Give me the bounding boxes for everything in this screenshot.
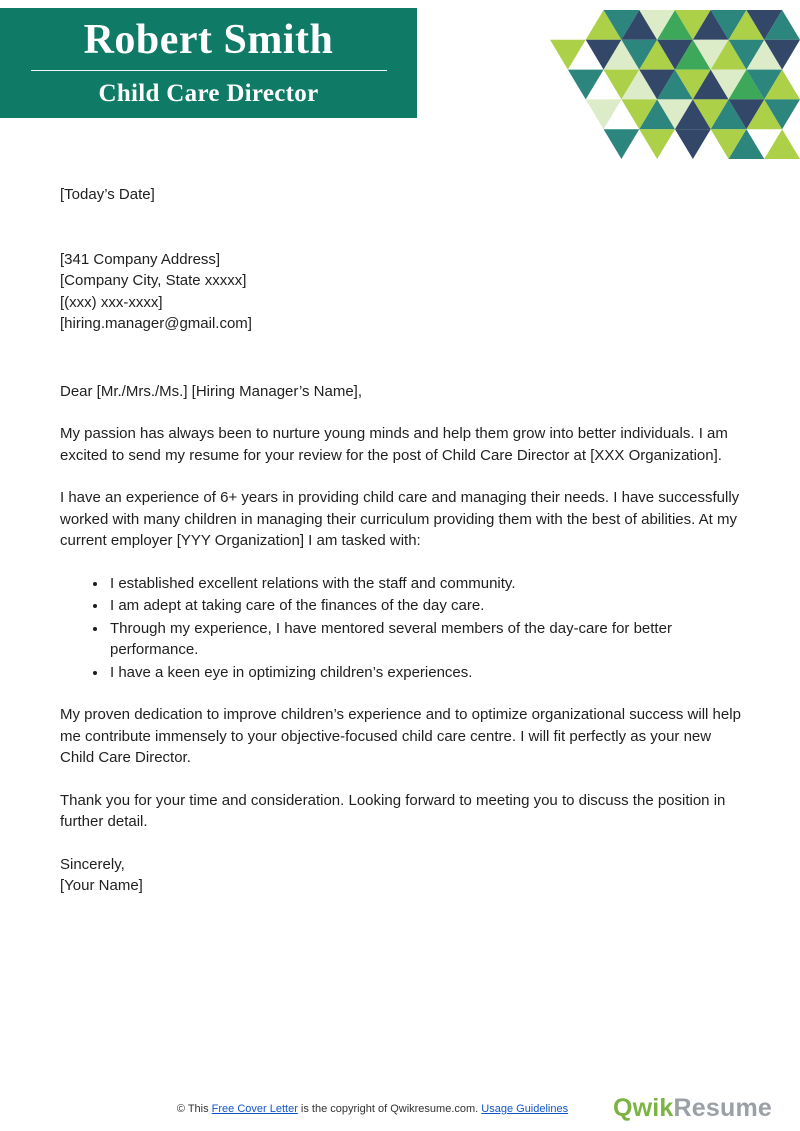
- bullet-item: • Through my experience, I have mentored several members of the day-care for better performance.: [108, 618, 742, 661]
- address-block: [60, 249, 742, 335]
- address-line: [hiring.manager@gmail.com]: [60, 315, 252, 332]
- signoff: Sincerely,: [60, 855, 125, 873]
- address-line: [Company City, State xxxxx]: [60, 272, 247, 289]
- bullet-item: • I am adept at taking care of the finances of the day care.: [108, 595, 742, 617]
- bullet-item: • I established excellent relations with the staff and community.: [108, 573, 742, 595]
- address-line: [341 Company Address]: [60, 250, 221, 268]
- header-divider: [31, 70, 387, 71]
- candidate-name: Robert Smith: [83, 17, 334, 63]
- signoff-block: [60, 854, 742, 897]
- qwikresume-logo: [613, 1095, 772, 1121]
- bullet-list: [60, 573, 742, 684]
- bullet-item: • I have a keen eye in optimizing children’s experiences.: [108, 662, 742, 684]
- job-title: Child Care Director: [98, 80, 319, 107]
- signature-placeholder: [Your Name]: [60, 877, 143, 894]
- body-paragraph-3: My proven dedication to improve children’s experience and to optimize organizational success will help me contribute immensely to your objective-focused child care centre. I will fit perfectly as your new Child Care Director.: [60, 706, 741, 766]
- usage-guidelines-link[interactable]: Usage Guidelines: [481, 1103, 569, 1115]
- date-line: [Today’s Date]: [60, 186, 155, 203]
- logo-qwik-text: Qwik: [612, 1094, 674, 1122]
- free-cover-letter-link[interactable]: Free Cover Letter: [211, 1103, 298, 1115]
- salutation: Dear [Mr./Mrs./Ms.] [Hiring Manager’s Name],: [60, 382, 363, 400]
- body-paragraph-1: My passion has always been to nurture young minds and help them grow into better individuals. I am excited to send my resume for your review for the post of Child Care Director at [XXX Organization].: [60, 425, 728, 464]
- copyright-middle: is the copyright of Qwikresume.com.: [297, 1103, 482, 1115]
- letter-content: [60, 118, 742, 897]
- body-paragraph-2: I have an experience of 6+ years in providing child care and managing their needs. I have successfully worked with many children in managing their curriculum providing them with the best of abilities. At my current employer [YYY Organization] I am tasked with:: [60, 489, 740, 549]
- address-line: [(xxx) xxx-xxxx]: [60, 293, 163, 311]
- body-paragraph-4: Thank you for your time and consideration. Looking forward to meeting you to discuss the position in further detail.: [60, 791, 726, 830]
- header-band: [0, 8, 417, 118]
- logo-resume-text: Resume: [673, 1094, 772, 1122]
- copyright-prefix: © This: [176, 1103, 212, 1115]
